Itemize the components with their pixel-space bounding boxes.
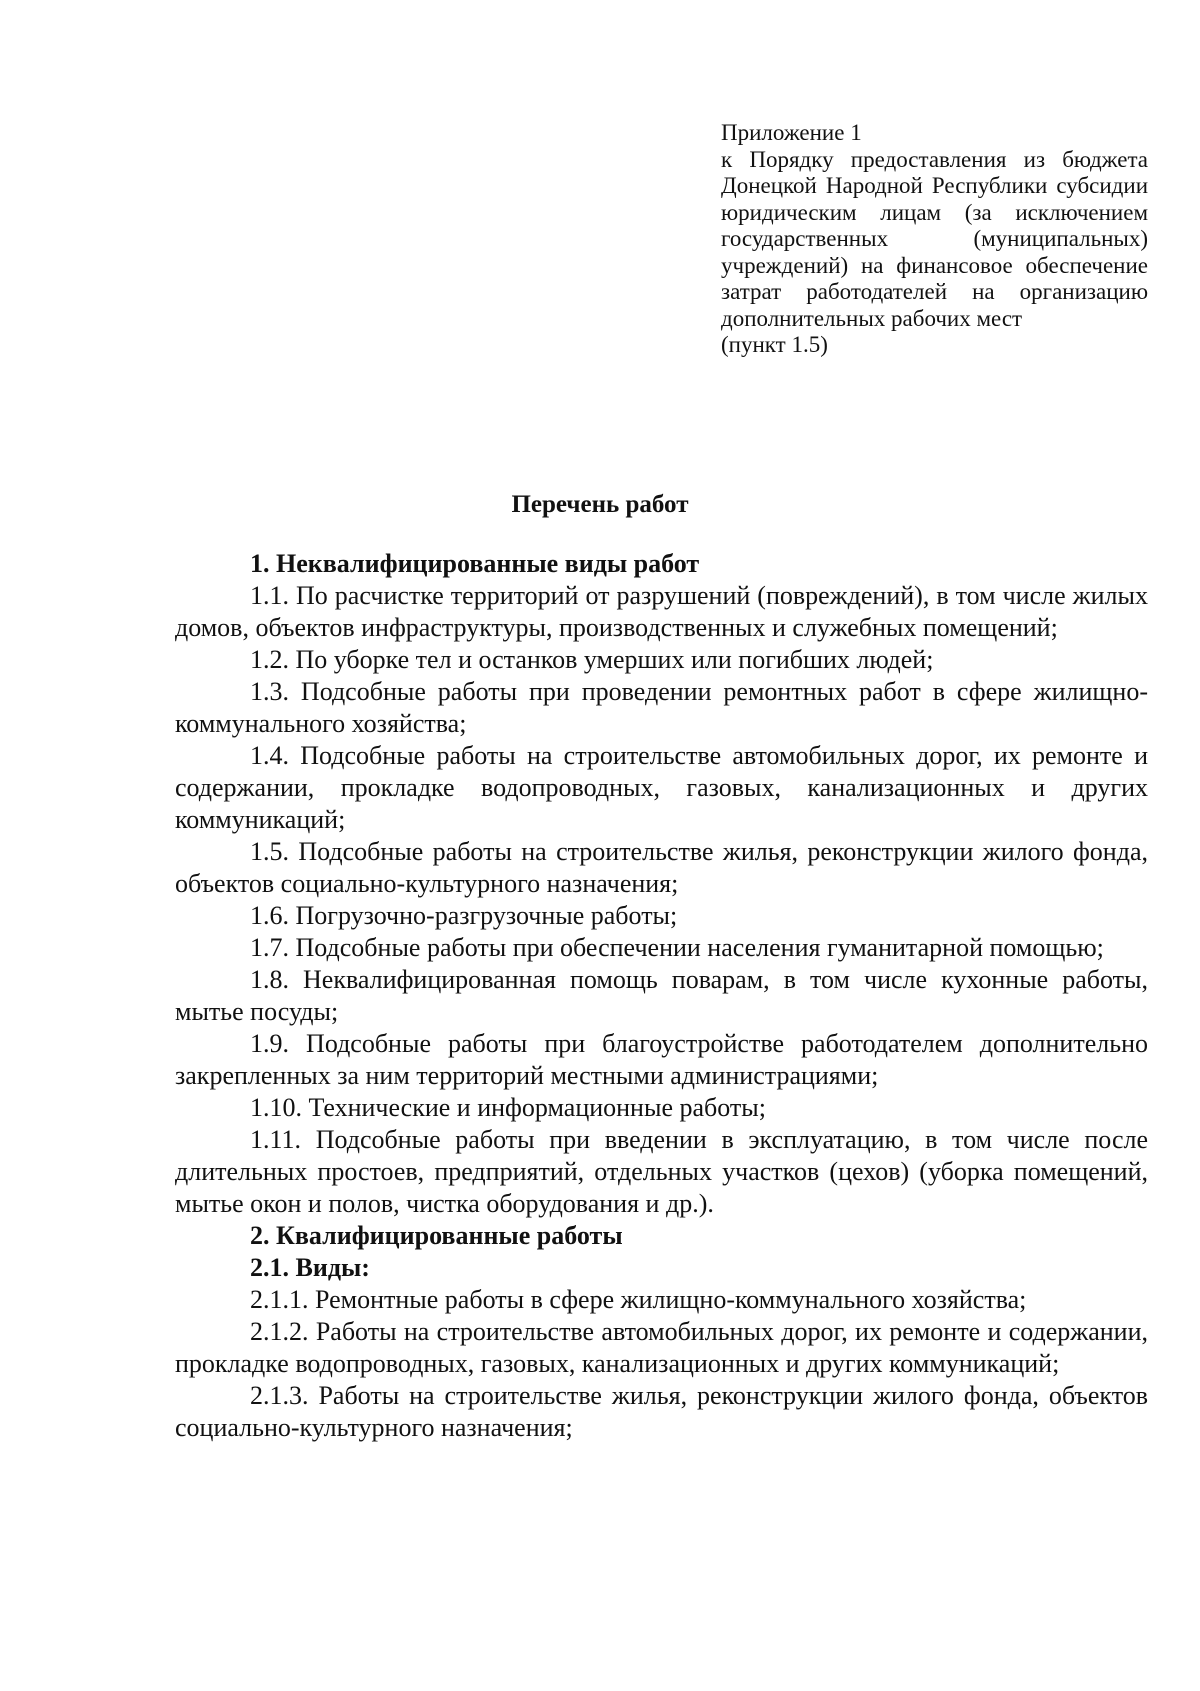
- appendix-reference-end: дополнительных рабочих мест: [721, 305, 1023, 331]
- document-title: Перечень работ: [511, 491, 689, 518]
- document-body: [175, 548, 1148, 1444]
- appendix-note: [721, 120, 1148, 359]
- list-item: 1.6. Погрузочно-разгрузочные работы;: [250, 901, 678, 930]
- list-item: 1.3. Подсобные работы при проведении ремонтных работ в сфере жилищно-коммунального хозяйства;: [175, 677, 1148, 738]
- appendix-reference: к Порядку предоставления из бюджета Донецкой Народной Республики субсидии юридическим лицам (за исключением государственных (муниципальных) учреждений) на финансовое обеспечение затрат работодателей на организацию: [721, 146, 1148, 304]
- appendix-clause: (пункт 1.5): [721, 332, 828, 357]
- list-item: 2.1.2. Работы на строительстве автомобильных дорог, их ремонте и содержании, прокладке водопроводных, газовых, канализационных и других коммуникаций;: [175, 1317, 1148, 1378]
- section-heading: 2. Квалифицированные работы: [250, 1221, 623, 1250]
- list-item: 1.8. Неквалифицированная помощь поварам, в том числе кухонные работы, мытье посуды;: [175, 965, 1148, 1026]
- list-item: 1.11. Подсобные работы при введении в эксплуатацию, в том числе после длительных простоев, предприятий, отдельных участков (цехов) (уборка помещений, мытье окон и полов, чистка оборудования и др.).: [175, 1125, 1148, 1218]
- list-item: 1.5. Подсобные работы на строительстве жилья, реконструкции жилого фонда, объектов социально-культурного назначения;: [175, 837, 1148, 898]
- list-item: 2.1.1. Ремонтные работы в сфере жилищно-коммунального хозяйства;: [250, 1285, 1027, 1314]
- subsection-heading: 2.1. Виды:: [250, 1253, 370, 1282]
- section-heading: 1. Неквалифицированные виды работ: [250, 549, 700, 578]
- list-item: 1.10. Технические и информационные работы;: [250, 1093, 766, 1122]
- list-item: 1.1. По расчистке территорий от разрушений (повреждений), в том числе жилых домов, объектов инфраструктуры, производственных и служебных помещений;: [175, 581, 1148, 642]
- list-item: 2.1.3. Работы на строительстве жилья, реконструкции жилого фонда, объектов социально-культурного назначения;: [175, 1381, 1148, 1442]
- list-item: 1.4. Подсобные работы на строительстве автомобильных дорог, их ремонте и содержании, прокладке водопроводных, газовых, канализационных и других коммуникаций;: [175, 741, 1148, 834]
- list-item: 1.2. По уборке тел и останков умерших или погибших людей;: [250, 645, 934, 674]
- list-item: 1.7. Подсобные работы при обеспечении населения гуманитарной помощью;: [250, 933, 1104, 962]
- list-item: 1.9. Подсобные работы при благоустройстве работодателем дополнительно закрепленных за ним территорий местными администрациями;: [175, 1029, 1148, 1090]
- appendix-number: Приложение 1: [721, 120, 862, 145]
